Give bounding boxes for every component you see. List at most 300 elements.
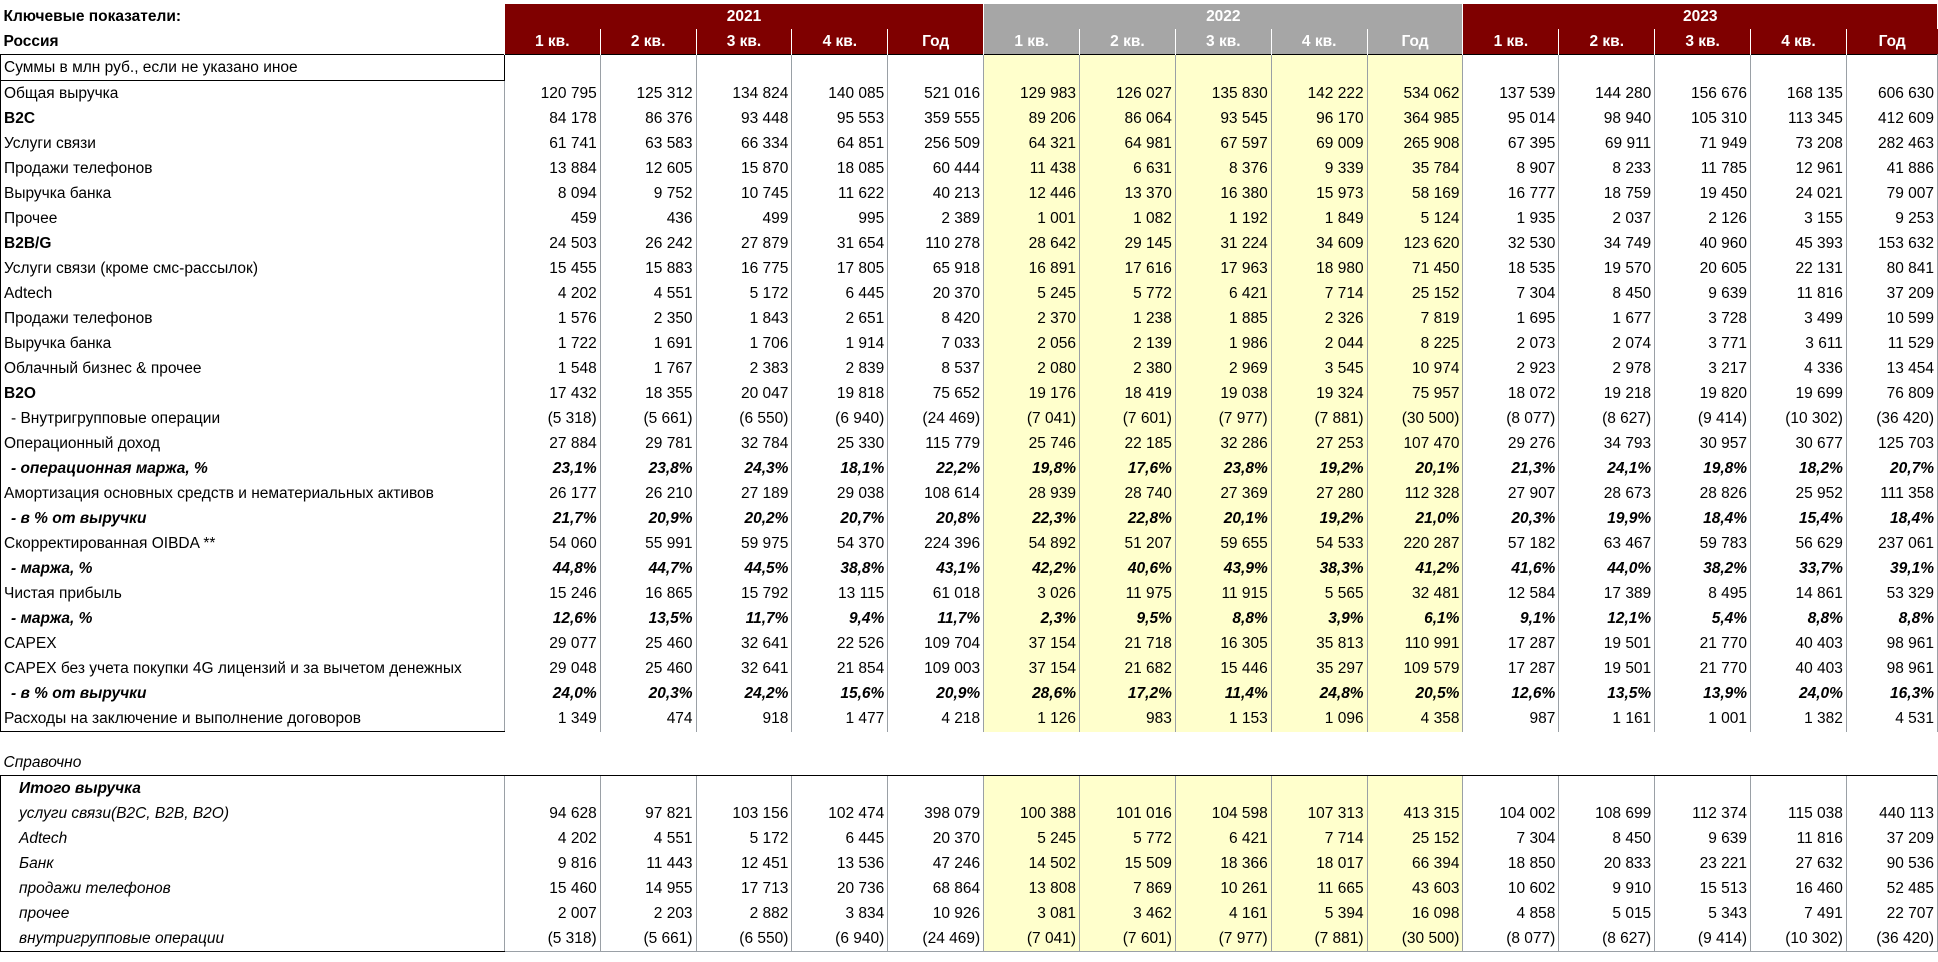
value-cell: 32 286: [1175, 431, 1271, 456]
value-cell: (7 601): [1080, 926, 1176, 952]
row-label: - Внутригрупповые операции: [1, 406, 505, 431]
value-cell: 7 033: [888, 331, 984, 356]
value-cell: 12 961: [1751, 156, 1847, 181]
row-label: Скорректированная OIBDA **: [1, 531, 505, 556]
value-cell: 29 048: [504, 656, 600, 681]
value-cell: 13 884: [504, 156, 600, 181]
value-cell: 18 419: [1080, 381, 1176, 406]
value-cell: 15 973: [1271, 181, 1367, 206]
value-cell: 2 350: [600, 306, 696, 331]
value-cell: 23 221: [1655, 851, 1751, 876]
value-cell: 1 001: [984, 206, 1080, 231]
value-cell: (6 940): [792, 406, 888, 431]
value-cell: 61 018: [888, 581, 984, 606]
value-cell: 11 785: [1655, 156, 1751, 181]
value-cell: 5 015: [1559, 901, 1655, 926]
value-cell: 64 851: [792, 131, 888, 156]
value-cell: 13,5%: [600, 606, 696, 631]
row-label: Банк: [1, 851, 505, 876]
value-cell: 8 376: [1175, 156, 1271, 181]
value-cell: 412 609: [1846, 106, 1937, 131]
value-cell: [984, 776, 1080, 802]
quarter-header-2022-2: 2 кв.: [1080, 29, 1176, 55]
value-cell: 98 940: [1559, 106, 1655, 131]
value-cell: 2 326: [1271, 306, 1367, 331]
value-cell: 42,2%: [984, 556, 1080, 581]
value-cell: 6 445: [792, 281, 888, 306]
value-cell: 4 358: [1367, 706, 1463, 732]
value-cell: 20 605: [1655, 256, 1751, 281]
value-cell: 115 038: [1751, 801, 1847, 826]
table-row: [1, 901, 1938, 926]
value-cell: 19 818: [792, 381, 888, 406]
value-cell: 9 910: [1559, 876, 1655, 901]
value-cell: 40 403: [1751, 631, 1847, 656]
table-row: [1, 851, 1938, 876]
value-cell: 16,3%: [1846, 681, 1937, 706]
value-cell: 84 178: [504, 106, 600, 131]
value-cell: 8,8%: [1846, 606, 1937, 631]
value-cell: 9 816: [504, 851, 600, 876]
row-label: Adtech: [1, 826, 505, 851]
value-cell: 55 991: [600, 531, 696, 556]
value-cell: 38,8%: [792, 556, 888, 581]
value-cell: 10 599: [1846, 306, 1937, 331]
table-row: [1, 606, 1938, 631]
value-cell: 25 952: [1751, 481, 1847, 506]
row-label: B2C: [1, 106, 505, 131]
value-cell: (7 977): [1175, 926, 1271, 952]
table-row: [1, 181, 1938, 206]
quarter-header-2021-2: 2 кв.: [600, 29, 696, 55]
spacer-row: [1, 732, 1938, 751]
value-cell: 436: [600, 206, 696, 231]
value-cell: 86 064: [1080, 106, 1176, 131]
value-cell: 112 328: [1367, 481, 1463, 506]
value-cell: 21 854: [792, 656, 888, 681]
value-cell: 30 677: [1751, 431, 1847, 456]
value-cell: 26 242: [600, 231, 696, 256]
value-cell: 65 918: [888, 256, 984, 281]
value-cell: 22 131: [1751, 256, 1847, 281]
row-label: Услуги связи (кроме смс-рассылок): [1, 256, 505, 281]
value-cell: 5 772: [1080, 826, 1176, 851]
value-cell: 110 991: [1367, 631, 1463, 656]
value-cell: 123 620: [1367, 231, 1463, 256]
value-cell: 89 206: [984, 106, 1080, 131]
value-cell: 606 630: [1846, 81, 1937, 107]
value-cell: 6,1%: [1367, 606, 1463, 631]
value-cell: 23,1%: [504, 456, 600, 481]
quarter-header-2022-1: 1 кв.: [984, 29, 1080, 55]
value-cell: 12,6%: [1463, 681, 1559, 706]
row-label: - маржа, %: [1, 556, 505, 581]
key-indicators-table: [0, 4, 1938, 952]
value-cell: 5 394: [1271, 901, 1367, 926]
value-cell: 3 155: [1751, 206, 1847, 231]
value-cell: 3,9%: [1271, 606, 1367, 631]
value-cell: 237 061: [1846, 531, 1937, 556]
value-cell: 22 526: [792, 631, 888, 656]
quarter-header-2023-2: 2 кв.: [1559, 29, 1655, 55]
value-cell: 16 305: [1175, 631, 1271, 656]
value-cell: 7 714: [1271, 281, 1367, 306]
value-cell: 11 915: [1175, 581, 1271, 606]
value-cell: 109 579: [1367, 656, 1463, 681]
table-row: [1, 81, 1938, 107]
value-cell: 6 421: [1175, 281, 1271, 306]
value-cell: 20,7%: [792, 506, 888, 531]
value-cell: 10 261: [1175, 876, 1271, 901]
value-cell: 15,4%: [1751, 506, 1847, 531]
value-cell: 40 403: [1751, 656, 1847, 681]
value-cell: 44,7%: [600, 556, 696, 581]
empty-cell: [1655, 55, 1751, 81]
row-label: - в % от выручки: [1, 506, 505, 531]
value-cell: 4 531: [1846, 706, 1937, 732]
value-cell: 24 021: [1751, 181, 1847, 206]
value-cell: 21,7%: [504, 506, 600, 531]
year-2022-header: 2022: [984, 4, 1463, 29]
value-cell: 156 676: [1655, 81, 1751, 107]
value-cell: 220 287: [1367, 531, 1463, 556]
value-cell: 1 126: [984, 706, 1080, 732]
value-cell: 69 911: [1559, 131, 1655, 156]
table-row: [1, 456, 1938, 481]
value-cell: 9,1%: [1463, 606, 1559, 631]
table-row: [1, 356, 1938, 381]
value-cell: 15 883: [600, 256, 696, 281]
empty-cell: [888, 55, 984, 81]
value-cell: 26 210: [600, 481, 696, 506]
value-cell: 10 745: [696, 181, 792, 206]
value-cell: 4 551: [600, 281, 696, 306]
value-cell: 1 001: [1655, 706, 1751, 732]
value-cell: 8 907: [1463, 156, 1559, 181]
value-cell: 12 605: [600, 156, 696, 181]
value-cell: 15,6%: [792, 681, 888, 706]
value-cell: 15 509: [1080, 851, 1176, 876]
value-cell: 25 152: [1367, 281, 1463, 306]
value-cell: 27 884: [504, 431, 600, 456]
value-cell: (8 627): [1559, 926, 1655, 952]
year-header-row: [1, 4, 1938, 29]
value-cell: 52 485: [1846, 876, 1937, 901]
quarter-header-2022-5: Год: [1367, 29, 1463, 55]
value-cell: 4 202: [504, 826, 600, 851]
value-cell: 66 334: [696, 131, 792, 156]
value-cell: (5 661): [600, 406, 696, 431]
value-cell: 4 218: [888, 706, 984, 732]
value-cell: 43,1%: [888, 556, 984, 581]
row-label: услуги связи(B2C, B2B, B2O): [1, 801, 505, 826]
value-cell: 38,3%: [1271, 556, 1367, 581]
empty-cell: [792, 55, 888, 81]
value-cell: 13 115: [792, 581, 888, 606]
value-cell: 24,0%: [504, 681, 600, 706]
value-cell: 51 207: [1080, 531, 1176, 556]
value-cell: 20,1%: [1367, 456, 1463, 481]
value-cell: 37 209: [1846, 826, 1937, 851]
value-cell: 24,8%: [1271, 681, 1367, 706]
value-cell: 20,5%: [1367, 681, 1463, 706]
value-cell: 6 445: [792, 826, 888, 851]
value-cell: 3 026: [984, 581, 1080, 606]
quarter-header-2021-1: 1 кв.: [504, 29, 600, 55]
value-cell: 5 245: [984, 826, 1080, 851]
value-cell: 5 772: [1080, 281, 1176, 306]
value-cell: 2 383: [696, 356, 792, 381]
table-row: [1, 506, 1938, 531]
table-row: [1, 926, 1938, 952]
row-label: CAPEX без учета покупки 4G лицензий и за вычетом денежных: [1, 656, 505, 681]
table-row: [1, 531, 1938, 556]
value-cell: 64 321: [984, 131, 1080, 156]
value-cell: 11 665: [1271, 876, 1367, 901]
value-cell: (24 469): [888, 406, 984, 431]
row-label: CAPEX: [1, 631, 505, 656]
year-2021-header: 2021: [504, 4, 983, 29]
value-cell: 9,5%: [1080, 606, 1176, 631]
year-2023-header: 2023: [1463, 4, 1938, 29]
main-table-body: [1, 55, 1938, 732]
value-cell: 6 631: [1080, 156, 1176, 181]
value-cell: 17 805: [792, 256, 888, 281]
value-cell: 32 784: [696, 431, 792, 456]
value-cell: 41,2%: [1367, 556, 1463, 581]
value-cell: 19,9%: [1559, 506, 1655, 531]
value-cell: 10 974: [1367, 356, 1463, 381]
value-cell: 27 907: [1463, 481, 1559, 506]
row-label: Выручка банка: [1, 331, 505, 356]
value-cell: [1367, 776, 1463, 802]
value-cell: 11 975: [1080, 581, 1176, 606]
value-cell: 63 467: [1559, 531, 1655, 556]
value-cell: [696, 776, 792, 802]
value-cell: 8 495: [1655, 581, 1751, 606]
value-cell: [504, 776, 600, 802]
quarter-header-2023-3: 3 кв.: [1655, 29, 1751, 55]
quarter-header-2023-1: 1 кв.: [1463, 29, 1559, 55]
value-cell: 4 858: [1463, 901, 1559, 926]
value-cell: 14 502: [984, 851, 1080, 876]
value-cell: 80 841: [1846, 256, 1937, 281]
value-cell: 7 491: [1751, 901, 1847, 926]
empty-cell: [600, 55, 696, 81]
value-cell: 29 038: [792, 481, 888, 506]
value-cell: 111 358: [1846, 481, 1937, 506]
value-cell: 2 923: [1463, 356, 1559, 381]
empty-cell: [696, 55, 792, 81]
value-cell: 1 192: [1175, 206, 1271, 231]
value-cell: 7 819: [1367, 306, 1463, 331]
row-label: Амортизация основных средств и нематериальных активов: [1, 481, 505, 506]
value-cell: 29 276: [1463, 431, 1559, 456]
table-row: [1, 156, 1938, 181]
value-cell: (5 318): [504, 406, 600, 431]
value-cell: 59 975: [696, 531, 792, 556]
value-cell: 17 389: [1559, 581, 1655, 606]
value-cell: 129 983: [984, 81, 1080, 107]
reference-table-body: [1, 732, 1938, 952]
value-cell: 440 113: [1846, 801, 1937, 826]
value-cell: 18 355: [600, 381, 696, 406]
value-cell: 17,6%: [1080, 456, 1176, 481]
value-cell: 459: [504, 206, 600, 231]
value-cell: 23,8%: [600, 456, 696, 481]
value-cell: 63 583: [600, 131, 696, 156]
value-cell: 1 238: [1080, 306, 1176, 331]
value-cell: [1846, 776, 1937, 802]
value-cell: 134 824: [696, 81, 792, 107]
value-cell: 19,8%: [1655, 456, 1751, 481]
value-cell: 97 821: [600, 801, 696, 826]
value-cell: 16 775: [696, 256, 792, 281]
value-cell: 115 779: [888, 431, 984, 456]
value-cell: 1 706: [696, 331, 792, 356]
value-cell: (9 414): [1655, 926, 1751, 952]
value-cell: 79 007: [1846, 181, 1937, 206]
value-cell: 2 380: [1080, 356, 1176, 381]
value-cell: 18,2%: [1751, 456, 1847, 481]
value-cell: 69 009: [1271, 131, 1367, 156]
row-label: B2O: [1, 381, 505, 406]
row-label: Продажи телефонов: [1, 156, 505, 181]
value-cell: 359 555: [888, 106, 984, 131]
value-cell: 64 981: [1080, 131, 1176, 156]
value-cell: 31 224: [1175, 231, 1271, 256]
value-cell: 35 784: [1367, 156, 1463, 181]
value-cell: (9 414): [1655, 406, 1751, 431]
value-cell: 22,8%: [1080, 506, 1176, 531]
value-cell: 25 460: [600, 656, 696, 681]
value-cell: [792, 776, 888, 802]
value-cell: 94 628: [504, 801, 600, 826]
table-row: [1, 281, 1938, 306]
value-cell: 9 639: [1655, 826, 1751, 851]
value-cell: 37 154: [984, 631, 1080, 656]
value-cell: 44,8%: [504, 556, 600, 581]
value-cell: 5 172: [696, 281, 792, 306]
value-cell: 57 182: [1463, 531, 1559, 556]
value-cell: 19,2%: [1271, 456, 1367, 481]
value-cell: 5,4%: [1655, 606, 1751, 631]
table-row: [1, 331, 1938, 356]
value-cell: 44,0%: [1559, 556, 1655, 581]
value-cell: 34 609: [1271, 231, 1367, 256]
value-cell: 113 345: [1751, 106, 1847, 131]
value-cell: 40,6%: [1080, 556, 1176, 581]
value-cell: 112 374: [1655, 801, 1751, 826]
value-cell: 15 446: [1175, 656, 1271, 681]
value-cell: 32 641: [696, 656, 792, 681]
value-cell: 2 139: [1080, 331, 1176, 356]
value-cell: 20 370: [888, 826, 984, 851]
value-cell: 32 481: [1367, 581, 1463, 606]
value-cell: (8 077): [1463, 406, 1559, 431]
value-cell: 21 770: [1655, 656, 1751, 681]
value-cell: 17 616: [1080, 256, 1176, 281]
value-cell: 282 463: [1846, 131, 1937, 156]
value-cell: 142 222: [1271, 81, 1367, 107]
value-cell: 24,2%: [696, 681, 792, 706]
value-cell: 983: [1080, 706, 1176, 732]
row-label: Расходы на заключение и выполнение договоров: [1, 706, 505, 732]
value-cell: 5 565: [1271, 581, 1367, 606]
quarter-header-2022-4: 4 кв.: [1271, 29, 1367, 55]
value-cell: 107 470: [1367, 431, 1463, 456]
value-cell: 126 027: [1080, 81, 1176, 107]
value-cell: 96 170: [1271, 106, 1367, 131]
value-cell: 125 312: [600, 81, 696, 107]
value-cell: 29 145: [1080, 231, 1176, 256]
empty-cell: [1751, 55, 1847, 81]
value-cell: 17 287: [1463, 631, 1559, 656]
value-cell: 224 396: [888, 531, 984, 556]
table-row: [1, 826, 1938, 851]
value-cell: 11 816: [1751, 826, 1847, 851]
units-row: [1, 55, 1938, 81]
value-cell: 28 939: [984, 481, 1080, 506]
value-cell: 54 533: [1271, 531, 1367, 556]
value-cell: 2 037: [1559, 206, 1655, 231]
value-cell: 25 460: [600, 631, 696, 656]
value-cell: 19 038: [1175, 381, 1271, 406]
value-cell: 8 094: [504, 181, 600, 206]
value-cell: 12 451: [696, 851, 792, 876]
value-cell: 58 169: [1367, 181, 1463, 206]
value-cell: 24,0%: [1751, 681, 1847, 706]
value-cell: 108 699: [1559, 801, 1655, 826]
value-cell: 18 850: [1463, 851, 1559, 876]
value-cell: 20 370: [888, 281, 984, 306]
row-label: Продажи телефонов: [1, 306, 505, 331]
value-cell: 16 865: [600, 581, 696, 606]
value-cell: 2 370: [984, 306, 1080, 331]
value-cell: 43 603: [1367, 876, 1463, 901]
value-cell: 59 655: [1175, 531, 1271, 556]
value-cell: 4 551: [600, 826, 696, 851]
value-cell: 13 370: [1080, 181, 1176, 206]
value-cell: 21,0%: [1367, 506, 1463, 531]
value-cell: (8 077): [1463, 926, 1559, 952]
value-cell: 3 834: [792, 901, 888, 926]
table-row: [1, 801, 1938, 826]
value-cell: 1 691: [600, 331, 696, 356]
value-cell: 153 632: [1846, 231, 1937, 256]
value-cell: 71 450: [1367, 256, 1463, 281]
empty-cell: [1271, 55, 1367, 81]
value-cell: 100 388: [984, 801, 1080, 826]
value-cell: 7 304: [1463, 826, 1559, 851]
table-row: [1, 581, 1938, 606]
value-cell: 75 957: [1367, 381, 1463, 406]
value-cell: 12,6%: [504, 606, 600, 631]
value-cell: 2 080: [984, 356, 1080, 381]
value-cell: (7 881): [1271, 926, 1367, 952]
table-row: [1, 481, 1938, 506]
row-label: внутригрупповые операции: [1, 926, 505, 952]
value-cell: 18,4%: [1846, 506, 1937, 531]
value-cell: 19,2%: [1271, 506, 1367, 531]
value-cell: 108 614: [888, 481, 984, 506]
value-cell: 11 443: [600, 851, 696, 876]
value-cell: [1751, 776, 1847, 802]
value-cell: 16 380: [1175, 181, 1271, 206]
reference-title-row: [1, 750, 1938, 776]
row-label: прочее: [1, 901, 505, 926]
value-cell: 9,4%: [792, 606, 888, 631]
